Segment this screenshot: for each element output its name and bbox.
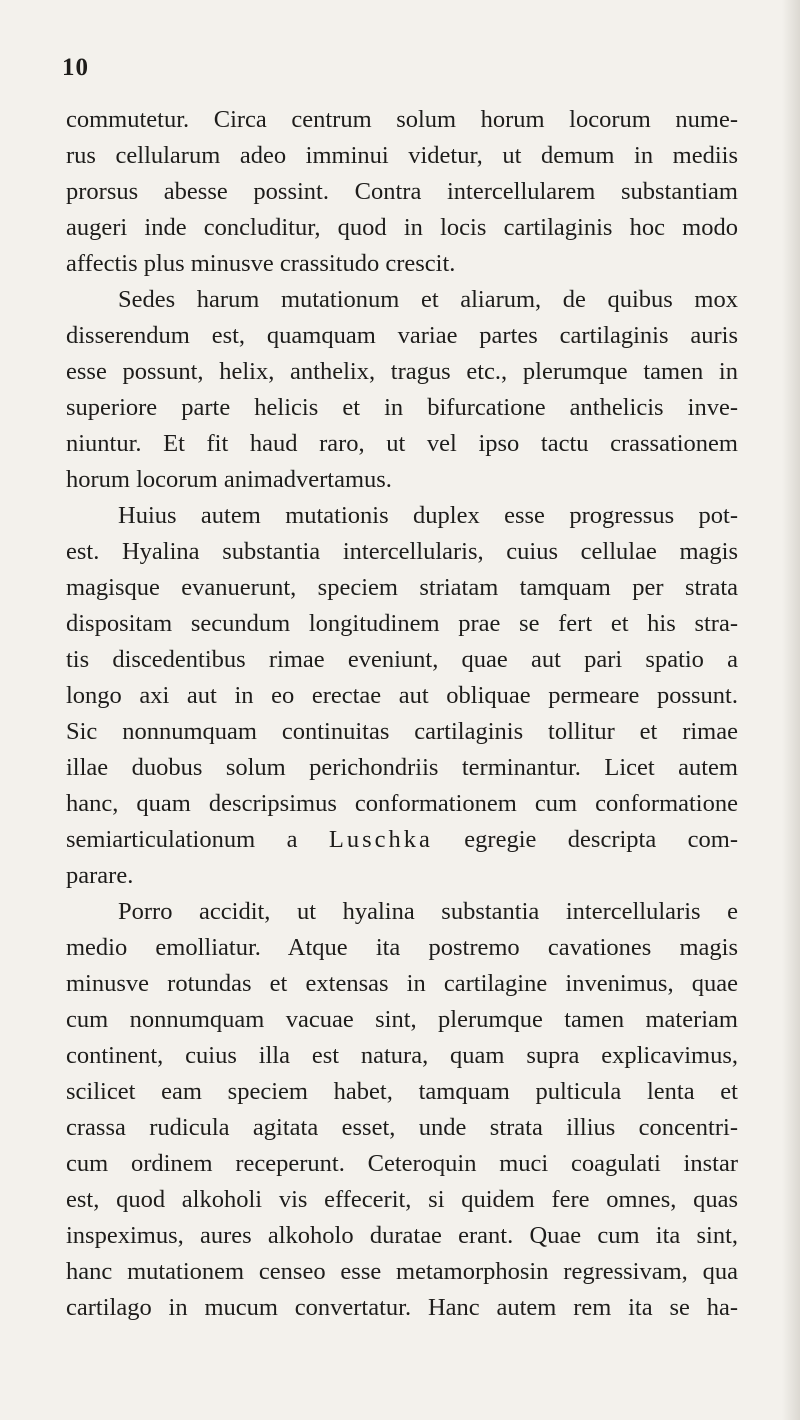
text-line: continent, cuius illa est natura, quam supra explicavimus, [66,1042,738,1069]
page-edge-shadow [782,0,800,1420]
text-line: rus cellularum adeo imminui videtur, ut demum in mediis [66,142,738,169]
text-line: longo axi aut in eo erectae aut obliquae permeare possunt. [66,682,738,709]
body-text [66,102,738,1326]
text-line: horum locorum animadvertamus. [66,466,392,493]
text-line: dispositam secundum longitudinem prae se fert et his stra- [66,610,738,637]
text-line: cum nonnumquam vacuae sint, plerumque tamen materiam [66,1006,738,1033]
text-line: hanc mutationem censeo esse metamorphosin regressivam, qua [66,1258,738,1285]
text-line: commutetur. Circa centrum solum horum locorum nume- [66,106,738,133]
text-line: est. Hyalina substantia intercellularis, cuius cellulae magis [66,538,738,565]
text-line: crassa rudicula agitata esset, unde strata illius concentri- [66,1114,738,1141]
text-line: magisque evanuerunt, speciem striatam tamquam per strata [66,574,738,601]
text-line: esse possunt, helix, anthelix, tragus etc., plerumque tamen in [66,358,738,385]
text-line: hanc, quam descripsimus conformationem cum conformatione [66,790,738,817]
text-line: affectis plus minusve crassitudo crescit. [66,250,456,277]
text-line: Porro accidit, ut hyalina substantia intercellularis e [118,898,738,925]
text-line: prorsus abesse possint. Contra intercellularem substantiam [66,178,738,205]
text-line: Sic nonnumquam continuitas cartilaginis tollitur et rimae [66,718,738,745]
text-line: est, quod alkoholi vis effecerit, si quidem fere omnes, quas [66,1186,738,1213]
text-line: scilicet eam speciem habet, tamquam pulticula lenta et [66,1078,738,1105]
text-line: niuntur. Et fit haud raro, ut vel ipso tactu crassationem [66,430,738,457]
page-number: 10 [62,54,89,81]
text-line: superiore parte helicis et in bifurcatione anthelicis inve- [66,394,738,421]
text-line: parare. [66,862,134,889]
text-line: minusve rotundas et extensas in cartilagine invenimus, quae [66,970,738,997]
text-line: cum ordinem receperunt. Ceteroquin muci coagulati instar [66,1150,738,1177]
text-line: cartilago in mucum convertatur. Hanc autem rem ita se ha- [66,1294,738,1321]
author-name: Luschka [328,826,433,853]
text-line: illae duobus solum perichondriis terminantur. Licet autem [66,754,738,781]
text-segment: semiarticulationum a [66,826,329,853]
text-line: inspeximus, aures alkoholo duratae erant. Quae cum ita sint, [66,1222,738,1249]
text-line: tis discedentibus rimae eveniunt, quae aut pari spatio a [66,646,738,673]
text-line: Sedes harum mutationum et aliarum, de quibus mox [118,286,738,313]
text-line-with-author [66,822,738,858]
text-line: medio emolliatur. Atque ita postremo cavationes magis [66,934,738,961]
text-line: disserendum est, quamquam variae partes cartilaginis auris [66,322,738,349]
text-line: Huius autem mutationis duplex esse progressus pot- [118,502,738,529]
text-segment: egregie descripta com- [432,826,738,853]
text-line: augeri inde concluditur, quod in locis cartilaginis hoc modo [66,214,738,241]
